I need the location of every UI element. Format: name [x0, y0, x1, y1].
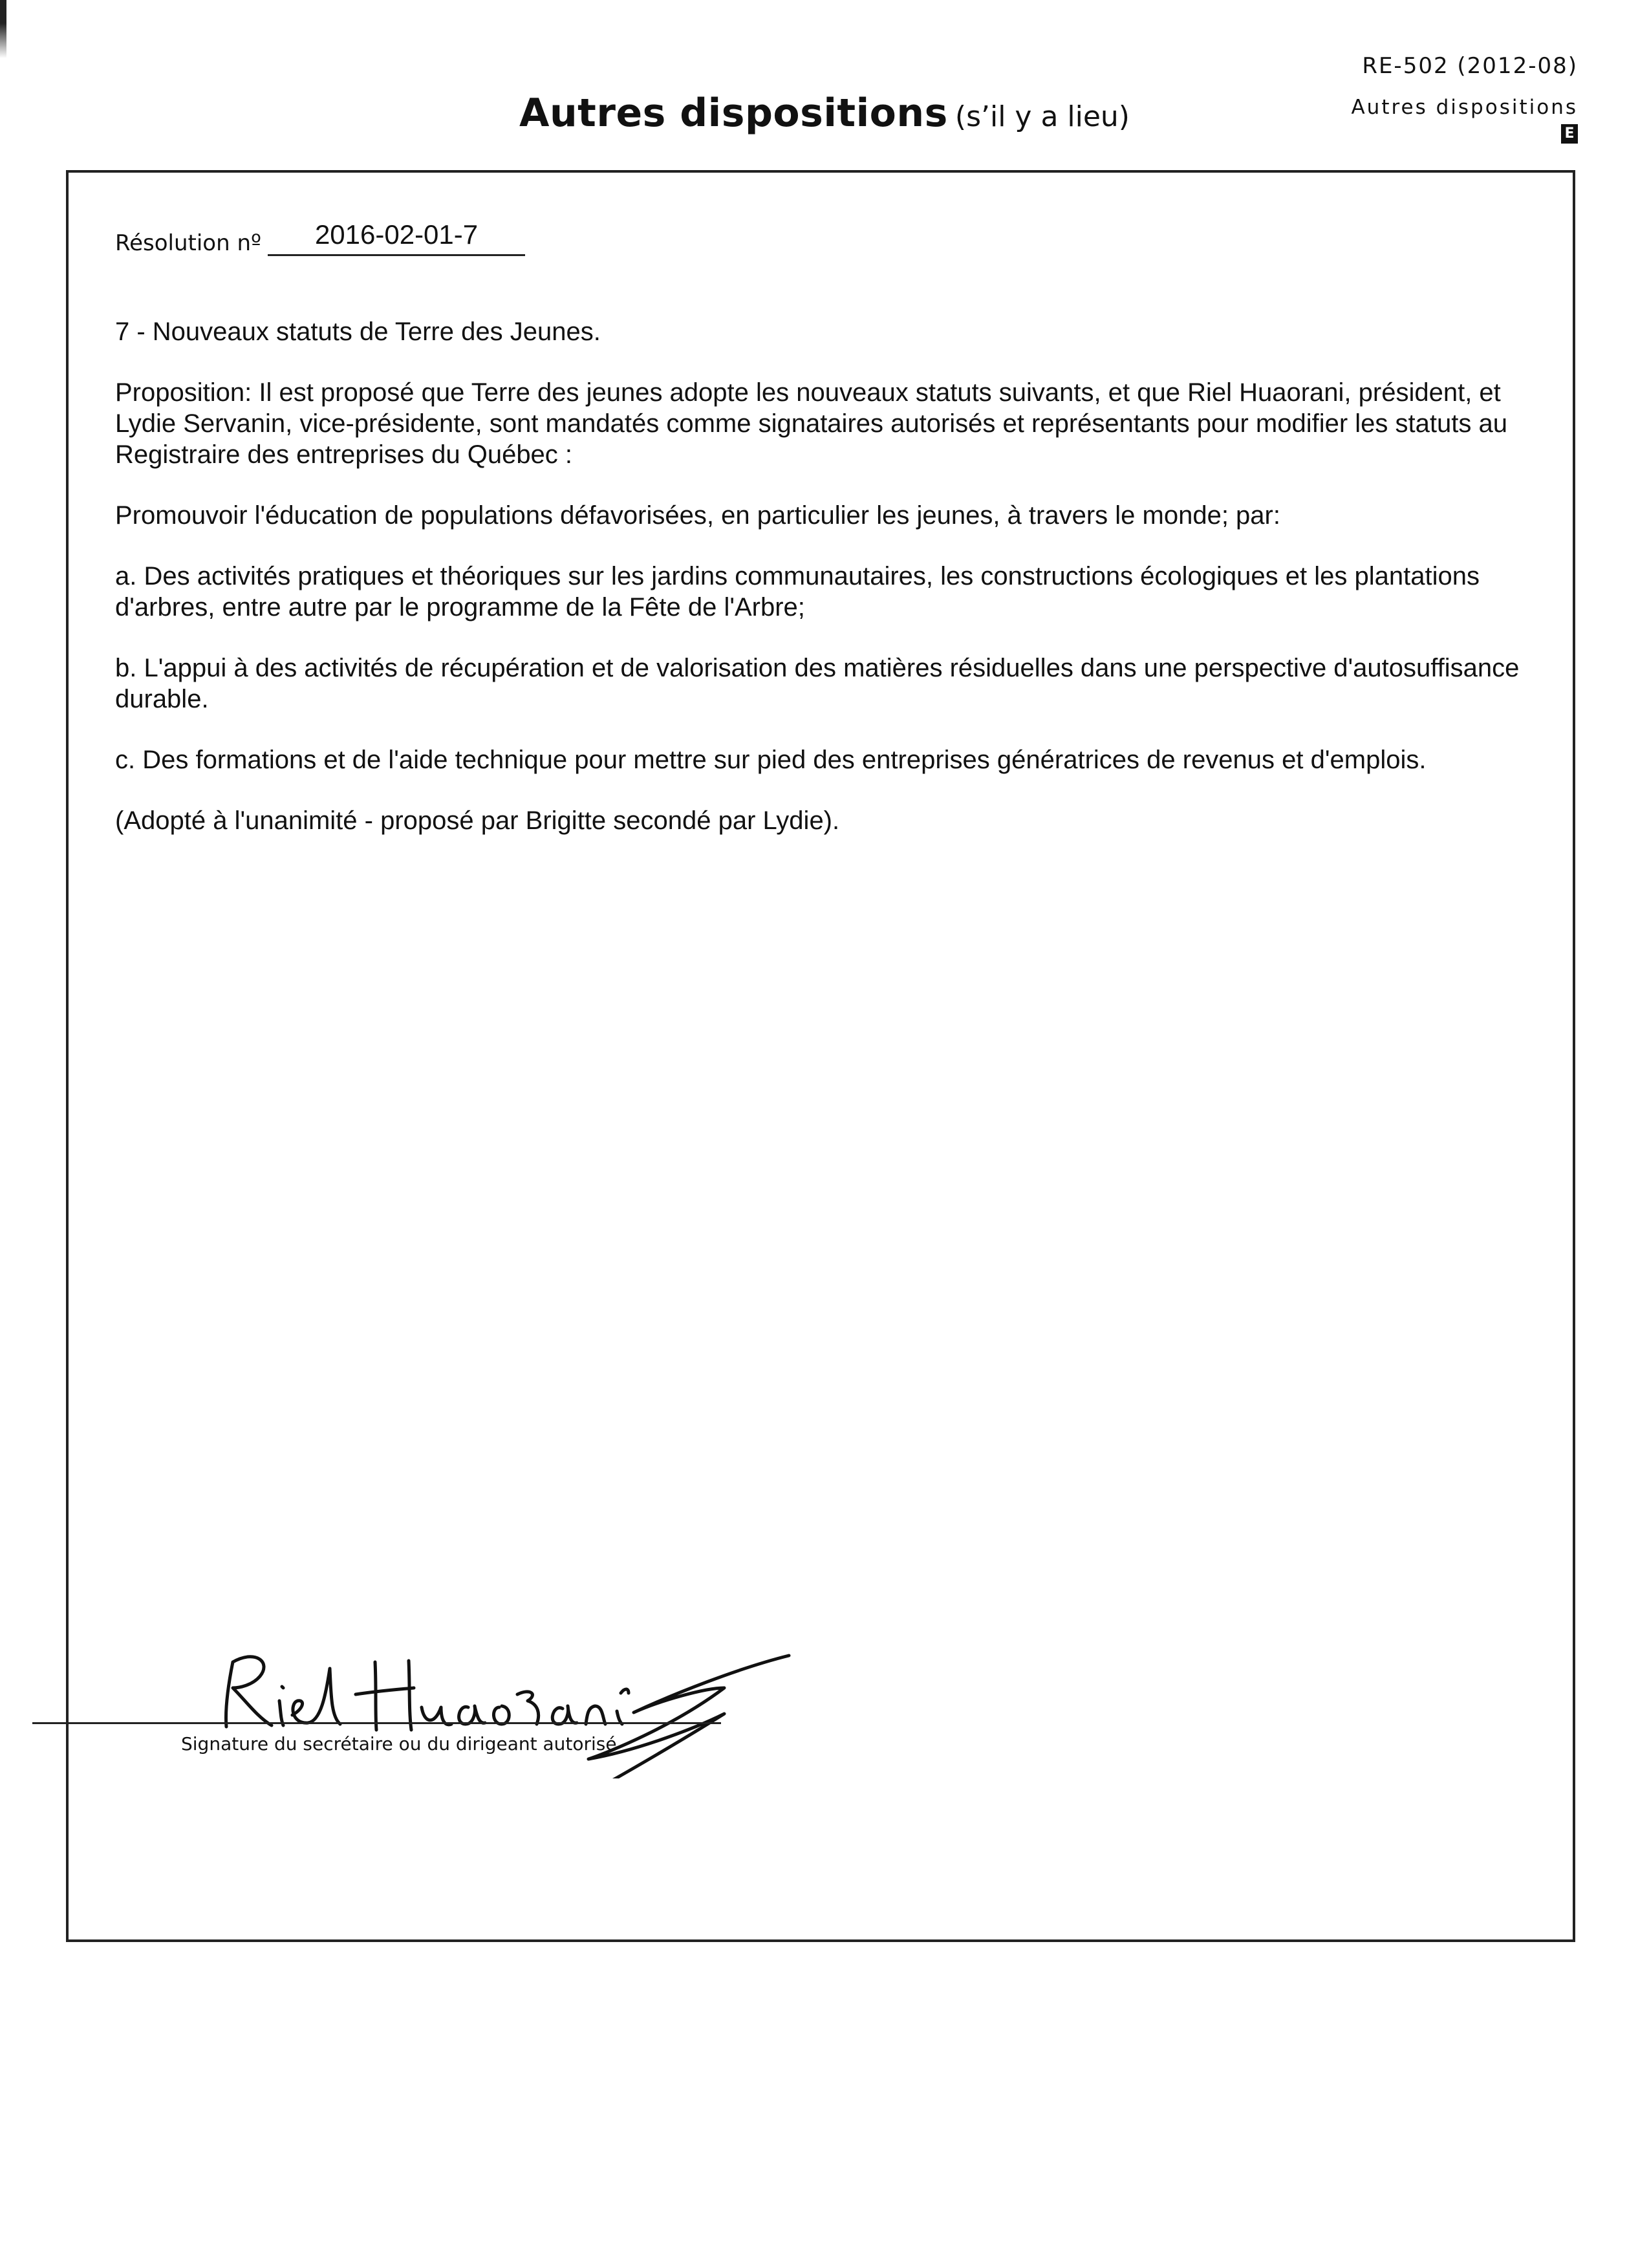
page-title-sub: (s’il y a lieu) — [954, 100, 1130, 133]
page-title-main: Autres dispositions — [519, 91, 948, 136]
adoption-note: (Adopté à l'unanimité - proposé par Brigitte secondé par Lydie). — [115, 806, 840, 835]
scan-corner-mark — [0, 0, 6, 58]
mission-item: c. Des formations et de l'aide technique pour mettre sur pied des entreprises génératrices de revenus et d'emplois. — [115, 746, 1427, 774]
page-title — [0, 91, 1649, 136]
mission-item: b. L'appui à des activités de récupération et de valorisation des matières résiduelles dans une perspective d'autosuffisance durable. — [115, 654, 1520, 713]
resolution-body — [115, 316, 1531, 866]
signature-line — [32, 1722, 721, 1724]
mission-paragraph: Promouvoir l'éducation de populations défavorisées, en particulier les jeunes, à travers le monde; par: — [115, 501, 1280, 530]
resolution-number-field: 2016-02-01-7 — [268, 219, 525, 256]
mission-item: a. Des activités pratiques et théoriques sur les jardins communautaires, les constructions écologiques et les plantations d'arbres, entre autre par le programme de la Fête de l'Arbre; — [115, 562, 1480, 621]
language-badge: E — [1561, 124, 1578, 144]
proposition-paragraph: Proposition: Il est proposé que Terre des jeunes adopte les nouveaux statuts suivants, et que Riel Huaorani, président, et Lydie Servanin, vice-présidente, sont mandatés comme signataires autorisés et représentants pour modifier les statuts au Registraire des entreprises du Québec : — [115, 378, 1507, 469]
resolution-heading: 7 - Nouveaux statuts de Terre des Jeunes. — [115, 318, 601, 346]
signature-caption: Signature du secrétaire ou du dirigeant autorisé — [181, 1733, 617, 1755]
form-code: RE-502 (2012-08) — [1362, 53, 1578, 79]
resolution-label: Résolution nº — [115, 230, 262, 256]
resolution-row — [115, 219, 525, 256]
form-name: Autres dispositions — [1351, 96, 1578, 119]
mission-list — [115, 561, 1531, 775]
